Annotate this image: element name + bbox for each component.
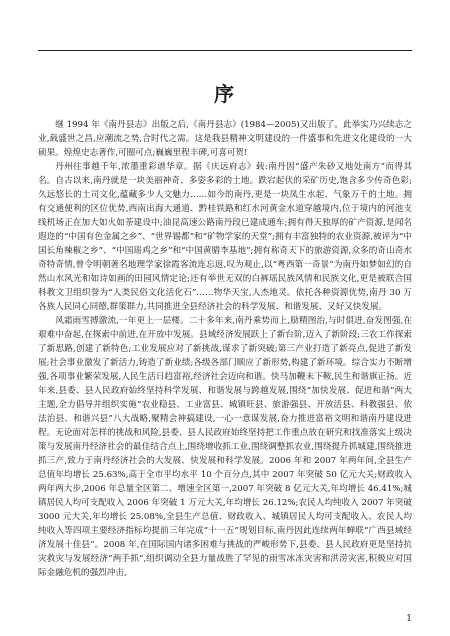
paragraph: 继 1994 年《南丹县志》出版之后,《南丹县志》(1984—2005)又出版了。此举实乃兴续志之业,载盛世之昌,应潮流之势,合时代之需。这是我县精神文明建设的一件盛事和先进文化建设的一大硕果。煌煌史志著作,可圈可点;巍巍里程丰碑,可喜可贺!	[38, 120, 412, 158]
paragraph: 风霜雨雪搏激流,一年更上一层楼。二十多年来,南丹乘势而上,励精图治,与时俱进,奋发图强,在艰难中奋起,在探索中前进,在开放中发展。县域经济发展跃上了新台阶,迈入了新阶段;三农工作探索了新思路,创建了新特色;工业发展应对了新挑战,谋求了新突破;第三产业打造了新亮点,促进了新发展;社会事业激发了新活力,铸造了新业绩;各级各部门顺应了新形势,构建了新环境。综合实力不断增强,各项事业繁荣发展,人民生活日趋富裕,经济社会迈向和谐。快马加鞭未下鞍,民生和谐旗正扬。近年来,县委、县人民政府始终坚持科学发展、和谐发展与跨越发展,围绕“加快发展、促进和谐”两大主题,全力倡导并组织实施“农业稳县、工业富县、城镇旺县、旅游强县、开放活县、科教强县、依法治县、和谐兴县”八大战略,聚精会神搞建设,一心一意谋发展,奋力推进富裕文明和谐南丹建设进程。无论面对怎样的挑战和风险,县委、县人民政府始终坚持把工作重点放在研究和找准落实上级决策与发展南丹经济社会的最佳结合点上,围绕增收抓工业,围绕调整抓农业,围绕提升抓城建,围绕推进抓三产,致力于南丹经济社会的大发展、快发展和科学发展。2006 年和 2007 年两年间,全县生产总值年均增长 25.63%,高于全市平均水平 10 个百分点,其中 2007 年突破 50 亿元大关;财政收入两年两大步,2006 年总量全区第二、增速全区第一,2007 年突破 8 亿元大关,年均增长 46.41%;城镇居民人均可支配收入 2006 年突破 1 万元大关,年均增长 26.12%;农民人均纯收入 2007 年突破 3000 元大关,年均增长 25.08%,全县生产总值、财政收入、城镇居民人均可支配收入、农民人均纯收入等四项主要经济指标均提前三年完成“十一五”规划目标,南丹因此连续两年蝉联“广西县域经济发展十佳县”。2008 年,在国际国内诸多困难与挑战的严峻形势下,县委、县人民政府更是坚持抗灾救灾与发展经济“两手抓”,组织调动全县力量战胜了罕见的雨雪冰冻灾害和洪涝灾害,积极应对国际金融危机的强烈冲击,	[38, 316, 412, 578]
body-text	[38, 118, 412, 580]
page-title: 序	[214, 82, 236, 106]
header-rule	[38, 50, 412, 51]
paragraph: 丹州往事越千年,浓墨重彩谱华章。据《庆远府志》载:南丹因“盛产朱砂又地处南方”而得其名。自古以来,南丹就是一块美丽神奇、多姿多彩的土地。跌宕起伏的采矿历史,饱含多少传奇色彩;久远悠长的土司文化,蕴藏多少人文魅力……如今的南丹,更是一块凤生水起、气象万千的土地。拥有交通便利的区位优势,西南出海大通道、黔桂铁路和红水河黄金水道穿越境内,位于境内的河池支线机场正在加大如火如荼建设中;油昆高速公路南丹段已建成通车;拥有得天独厚的矿产资源,是闻名遐迩的“中国有色金属之乡”、“世界锡都”和“矿物学家的天堂”;拥有丰富独特的农业资源,被评为“中国长角辣椒之乡”、“中国瑶鸡之乡”和“中国黄腊李基地”;拥有称奇天下的旅游资源,众多的奇山奇水奇特奇情,曾令明朝著名地理学家徐霞客流连忘返,叹为观止,以“粤西第一奇景”为南丹如梦如幻的自然山水风光和如诗如画的田园风情定论;还有举世无双的白裤瑶民族风情和民族文化,更是被联合国科教文卫组织誉为“人类民俗文化活化石”……物华天宝,人杰地灵。依托各种资源优势,南丹 30 万各族人民同心同德,群策群力,共同推进全县经济社会的科学发展、和谐发展、又好又快发展。	[38, 162, 412, 312]
page-number: 1	[406, 614, 412, 624]
